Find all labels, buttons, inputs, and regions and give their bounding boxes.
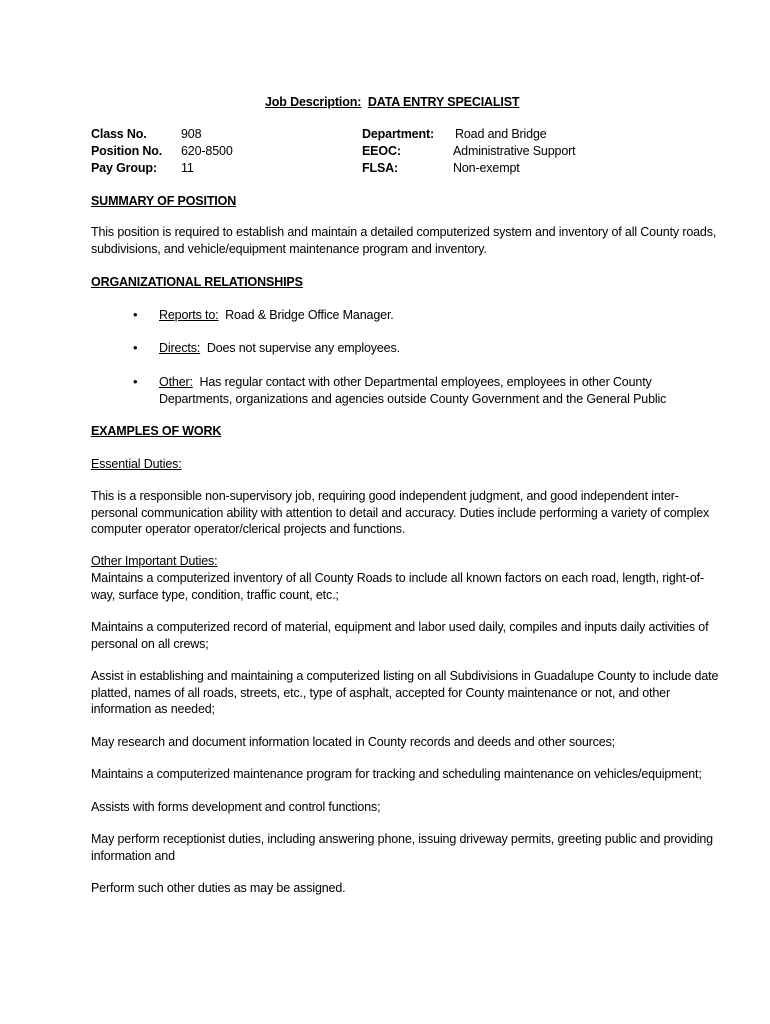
bullet-icon: • bbox=[133, 340, 138, 355]
bullet-icon: • bbox=[133, 307, 138, 322]
class-no-value: 908 bbox=[181, 127, 202, 141]
other-duties-heading: Other Important Duties: bbox=[91, 554, 218, 568]
reports-to-text: Road & Bridge Office Manager. bbox=[225, 308, 394, 322]
reports-to-label: Reports to: bbox=[159, 308, 219, 322]
document-title bbox=[265, 94, 519, 111]
duty-1-line-1: Maintains a computerized inventory of all County Roads to include all known factors on each road, length, right-of- bbox=[91, 571, 704, 585]
essential-line-3: computer operator operator/clerical projects and functions. bbox=[91, 522, 406, 536]
org-heading: ORGANIZATIONAL RELATIONSHIPS bbox=[91, 275, 303, 289]
eeoc-value: Administrative Support bbox=[453, 144, 576, 158]
title-name: DATA ENTRY SPECIALIST bbox=[367, 95, 520, 109]
other-text-line-1: Has regular contact with other Departmental employees, employees in other County bbox=[199, 375, 652, 389]
duty-1-line-2: way, surface type, condition, traffic count, etc.; bbox=[91, 588, 339, 602]
duty-3-line-3: information as needed; bbox=[91, 702, 215, 716]
directs-item bbox=[159, 340, 400, 357]
class-no-label: Class No. bbox=[91, 127, 147, 141]
essential-line-2: personal communication ability with attention to detail and accuracy. Duties include performing a variety of complex bbox=[91, 506, 710, 520]
flsa-label: FLSA: bbox=[362, 161, 399, 175]
essential-duties-heading: Essential Duties: bbox=[91, 457, 182, 471]
duty-8: Perform such other duties as may be assigned. bbox=[91, 881, 346, 895]
duty-6: Assists with forms development and control functions; bbox=[91, 800, 381, 814]
other-text-line-2: Departments, organizations and agencies outside County Government and the General Public bbox=[159, 392, 667, 406]
summary-heading: SUMMARY OF POSITION bbox=[91, 194, 237, 208]
eeoc-label: EEOC: bbox=[362, 144, 401, 158]
duty-2-line-1: Maintains a computerized record of material, equipment and labor used daily, compiles and inputs daily activities of bbox=[91, 620, 709, 634]
duty-3-line-1: Assist in establishing and maintaining a computerized listing on all Subdivisions in Guadalupe County to include date bbox=[91, 669, 719, 683]
duty-2-line-2: personal on all crews; bbox=[91, 637, 209, 651]
summary-line-1: This position is required to establish and maintain a detailed computerized system and inventory of all County roads, bbox=[91, 225, 717, 239]
duty-5: Maintains a computerized maintenance program for tracking and scheduling maintenance on vehicles/equipment; bbox=[91, 767, 702, 781]
other-item bbox=[159, 374, 652, 391]
directs-text: Does not supervise any employees. bbox=[206, 341, 400, 355]
directs-label: Directs: bbox=[159, 341, 201, 355]
department-label: Department: bbox=[362, 127, 434, 141]
examples-heading: EXAMPLES OF WORK bbox=[91, 424, 222, 438]
summary-line-2: subdivisions, and vehicle/equipment maintenance program and inventory. bbox=[91, 242, 487, 256]
department-value: Road and Bridge bbox=[455, 127, 547, 141]
flsa-value: Non-exempt bbox=[453, 161, 520, 175]
position-no-value: 620-8500 bbox=[181, 144, 233, 158]
duty-7-line-1: May perform receptionist duties, including answering phone, issuing driveway permits, greeting public and providing bbox=[91, 832, 713, 846]
other-label: Other: bbox=[159, 375, 193, 389]
reports-to-item bbox=[159, 307, 394, 324]
essential-line-1: This is a responsible non-supervisory job, requiring good independent judgment, and good independent inter- bbox=[91, 489, 679, 503]
bullet-icon: • bbox=[133, 374, 138, 389]
duty-3-line-2: platted, names of all roads, streets, etc., type of asphalt, accepted for County maintenance or not, and other bbox=[91, 686, 670, 700]
duty-7-line-2: information and bbox=[91, 849, 175, 863]
position-no-label: Position No. bbox=[91, 144, 163, 158]
duty-4: May research and document information located in County records and deeds and other sources; bbox=[91, 735, 616, 749]
pay-group-label: Pay Group: bbox=[91, 161, 157, 175]
pay-group-value: 11 bbox=[181, 161, 194, 175]
title-prefix: Job Description: bbox=[265, 95, 362, 109]
